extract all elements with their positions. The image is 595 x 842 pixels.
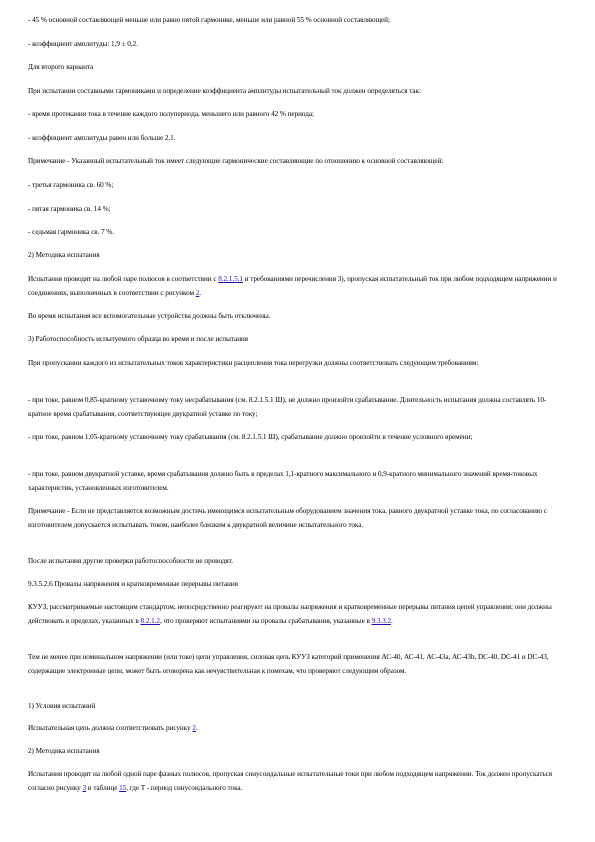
paragraph: - пятая гармоника св. 14 %; [28, 205, 111, 213]
paragraph [28, 722, 563, 736]
text-span: , где Т - период синусоидального тока. [126, 783, 243, 792]
text-span: . [199, 288, 202, 297]
section-heading: 3) Работоспособность испытуемого образца во время и после испытания [28, 335, 249, 343]
paragraph: - при токе, равном 0,85-кратному уставочному току несрабатывания (см. 8.2.1.5.1 Ш), не должно произойти срабатывание. Длительность испытания должна составлять 10-кратное время срабатывания, соответствующее двукратной уставке по току; [28, 396, 547, 418]
text-span: и требованиями перечисления 3), пропуская испытательный ток при любом подходящем напряжении и соединениях, выполненных в соответствии с рисунком [28, 275, 557, 297]
paragraph: При испытании составными гармониками и определение коэффициента амплитуды испытательный ток должен определяться так: [28, 87, 421, 95]
text-span: . [391, 616, 393, 625]
text-span: , что проверяют испытаниями на провалы срабатывания, указанные в [159, 616, 372, 625]
paragraph: Для второго варианта [28, 63, 94, 71]
note-paragraph: Примечание - Если не представляется возможным достичь имеющимся испытательным оборудованием значения тока, равного двукратной уставке тока, по согласованию с изготовителем допускается испытывать током, наиболее близким к двукратной величине испытательного тока. [28, 507, 547, 529]
paragraph: - время протекания тока в течение каждого полупериода, меньшего или равного 42 % периода; [28, 110, 314, 118]
paragraph: После испытания другие проверки работоспособности не проводят. [28, 557, 233, 565]
paragraph [28, 768, 563, 795]
paragraph [28, 273, 563, 300]
figure-link[interactable]: 2 [192, 724, 196, 732]
figure-link[interactable]: 3 [82, 783, 87, 792]
text-span: КУУЗ, рассматриваемые настоящим стандартом, непосредственно реагируют на провалы напряжения и кратковременные перерывы питания цепей управления; они должны действовать в пределах, указанных в [28, 603, 552, 625]
section-heading: 1) Условия испытаний [28, 702, 96, 710]
paragraph: При пропускании каждого из испытательных токов характеристики расцепления тока перегрузки должны соответствовать следующим требованиям: [28, 359, 479, 367]
text-span: и таблице [86, 783, 120, 792]
clause-link[interactable]: 8.2.1.5.1 [218, 275, 243, 283]
paragraph: - при токе, равном двукратной уставке, время срабатывания должно быть в пределах 1,1-кратного максимального и 0,9-кратного минимального значений время-токовых характеристик, установленных изготовителем. [28, 470, 538, 492]
paragraph: - при токе, равном 1,05-кратному уставочному току срабатывания (см. 8.2.1.5.1 Ш), срабатывание должно произойти в течение условного времени; [28, 433, 473, 441]
paragraph: - 45 % основной составляющей меньше или равно пятой гармонике, меньше или равной 55 % основной составляющей; [28, 16, 390, 24]
paragraph: - седьмая гармоника св. 7 %. [28, 228, 115, 236]
paragraph: Тем не менее при номинальном напряжении (или токе) цепи управления, силовая цепь КУУЗ категорий применения АС-40, АС-41, АС-43а, АС-43b, DC-40, DC-41 и DC-43, содержащие электронные цепи, может быть оговорена как нечувствительная к помехам, что проверяют следующим образом. [28, 653, 549, 675]
note-paragraph: Примечание - Указанный испытательный ток имеет следующие гармонические составляющие по отношению к основной составляющей: [28, 157, 444, 165]
text-span: Испытательная цепь должна соответствовать рисунку [28, 724, 193, 732]
paragraph: - коэффициент амплитуды: 1,9 ± 0,2. [28, 40, 138, 48]
section-heading: 9.3.5.2.6 Провалы напряжения и кратковременные перерывы питания [28, 580, 238, 588]
figure-link[interactable]: 2 [195, 288, 200, 297]
clause-link[interactable]: 8.2.1.2 [140, 616, 160, 625]
section-heading: 2) Методика испытания [28, 747, 100, 755]
clause-link[interactable]: 9.3.3.2 [371, 616, 391, 625]
paragraph [28, 601, 563, 628]
paragraph: Во время испытания все вспомогательные устройства должны быть отключены. [28, 312, 271, 320]
text-span: Испытания проводят на любой одной паре фазных полюсов, пропуская синусоидальные испытательные токи при любом подходящем напряжении. Ток должен пропускаться согласно рисунку [28, 770, 553, 792]
text-span: Испытания проводят на любой паре полюсов в соответствии с [28, 275, 219, 283]
paragraph: - коэффициент амплитуды равен или больше 2,1. [28, 134, 176, 142]
table-link[interactable]: 15 [119, 783, 127, 792]
text-span: . [195, 724, 198, 732]
paragraph: - третья гармоника св. 60 %; [28, 181, 114, 189]
section-heading: 2) Методика испытания [28, 251, 100, 259]
